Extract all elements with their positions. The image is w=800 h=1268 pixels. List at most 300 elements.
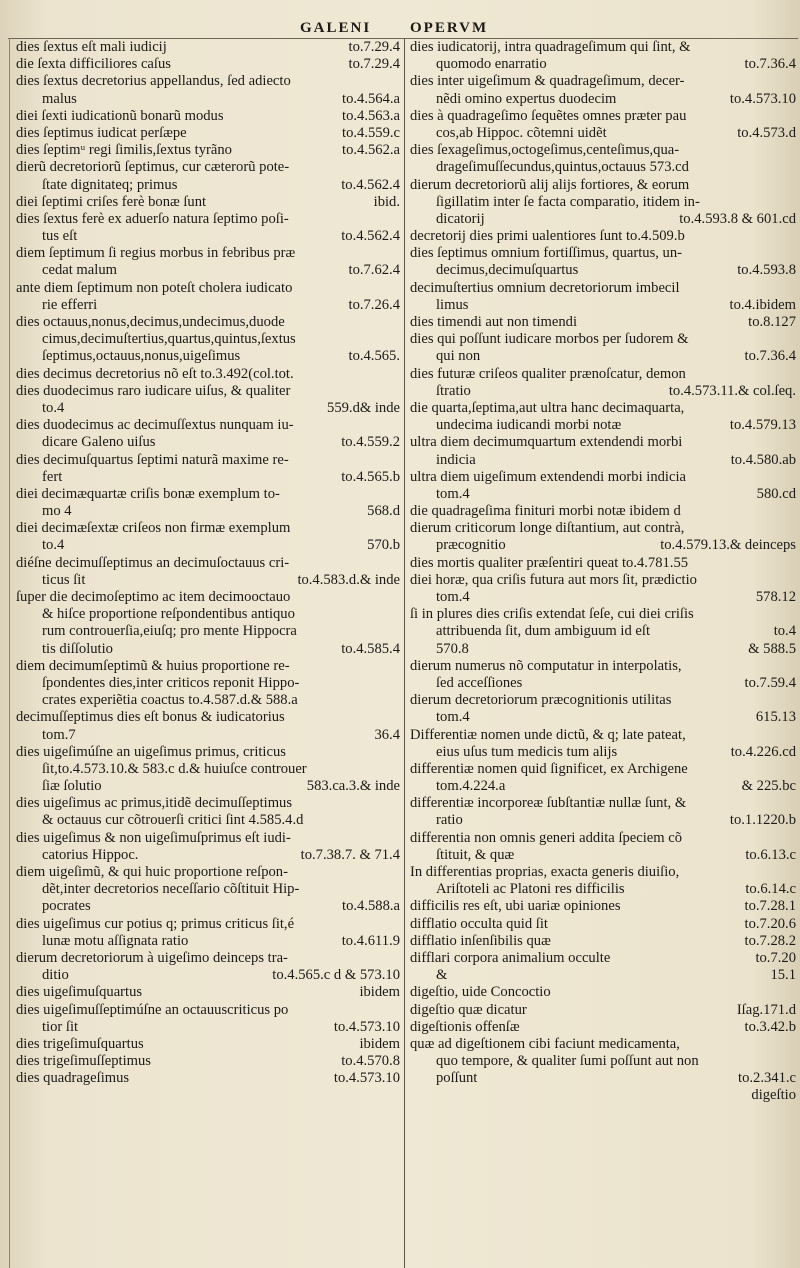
entry-text: diei ſeptimi criſes ferè bonæ ſunt <box>16 193 207 210</box>
entry-reference: 578.12 <box>755 589 796 605</box>
entry-text: dies ſeptimus omnium fortiſſimus, quartus, un- <box>410 245 682 262</box>
index-entry-line <box>16 744 400 761</box>
index-entry-line <box>16 469 400 486</box>
entry-text: dies qui poſſunt iudicare morbos per ſudorem & <box>410 331 689 348</box>
entry-reference: 36.4 <box>374 726 400 743</box>
entry-reference: to.4.562.a <box>342 142 400 159</box>
index-entry-line <box>410 400 796 417</box>
entry-reference: to.7.29.4 <box>348 39 400 55</box>
entry-text: ſtituit, & quæ <box>436 846 515 863</box>
entry-text: qui non <box>436 348 481 365</box>
index-entry-line <box>410 383 796 400</box>
index-entry-line <box>410 589 796 606</box>
entry-text: difflari corpora animalium occulte <box>410 949 611 966</box>
index-entry-line <box>16 967 400 984</box>
entry-text: die ſexta difficiliores caſus <box>16 56 171 73</box>
entry-text: nẽdi omino expertus duodecim <box>436 90 617 107</box>
entry-text: dies trigeſimuſquartus <box>16 1035 144 1052</box>
index-entry-line <box>16 709 400 726</box>
entry-reference: to.6.14.c <box>745 881 796 898</box>
entry-text: ſeptimus,octauus,nonus,uigeſimus <box>42 348 241 365</box>
entry-text: diem uigeſimũ, & qui huic proportione reſpon- <box>16 864 288 880</box>
index-entry-line <box>16 280 400 297</box>
entry-reference: to.1.1220.b <box>729 812 796 829</box>
entry-reference: to.4.579.13 <box>729 417 796 434</box>
index-entry-line <box>16 623 400 640</box>
index-entry-line <box>16 984 400 1001</box>
entry-reference: to.4.579.13.& deinceps <box>660 537 796 554</box>
index-entry-line <box>410 469 796 486</box>
entry-text: ticus ſit <box>42 571 86 588</box>
index-entry-line <box>16 589 400 606</box>
entry-reference: to.6.13.c <box>745 846 796 863</box>
index-entry-line <box>410 658 796 675</box>
index-entry-line <box>410 434 796 451</box>
index-entry-line <box>410 1070 796 1087</box>
left-margin-rule <box>9 38 10 1268</box>
index-entry-line <box>410 916 796 933</box>
entry-text: dies uigeſimuſſeptimúſne an octauuscriticus po <box>16 1001 289 1018</box>
entry-reference: 615.13 <box>755 709 796 726</box>
entry-reference: to.4.559.c <box>342 124 400 141</box>
index-entry-line <box>410 125 796 142</box>
index-entry-line <box>410 744 796 761</box>
entry-text: difflatio inſenſibilis quæ <box>410 932 551 949</box>
index-entry-line <box>16 761 400 778</box>
index-entry-line <box>16 228 400 245</box>
index-entry-line <box>410 761 796 778</box>
index-entry-line <box>16 675 400 692</box>
entry-text: to.4 <box>42 399 65 416</box>
index-entry-line <box>16 572 400 589</box>
entry-text: dierũ decretoriorũ ſeptimus, cur cæterorũ pote- <box>16 159 290 176</box>
index-entry-line <box>410 314 796 331</box>
index-entry-line <box>16 864 400 881</box>
index-entry-line <box>16 262 400 279</box>
entry-reference: to.7.20 <box>755 949 796 966</box>
index-entry-line <box>410 864 796 881</box>
entry-text: dies uigeſimus ac primus,itidẽ decimuſſeptimus <box>16 795 293 812</box>
index-entry-line <box>16 159 400 176</box>
entry-text: ratio <box>436 812 463 829</box>
index-entry-line <box>16 933 400 950</box>
entry-reference: to.4.573.10 <box>333 1070 400 1087</box>
entry-reference: to.7.38.7. & 71.4 <box>300 846 400 863</box>
entry-text: dies duodecimus raro iudicare uiſus, & qualiter <box>16 382 291 399</box>
entry-text: dies uigeſimúſne an uigeſimus primus, criticus <box>16 743 286 760</box>
index-entry-line <box>410 1002 796 1019</box>
index-entry-line <box>16 950 400 967</box>
entry-reference: to.3.42.b <box>744 1018 796 1035</box>
entry-text: decimuſſeptimus dies eſt bonus & iudicatorius <box>16 709 285 726</box>
entry-reference: to.4.226.cd <box>730 743 796 760</box>
index-entry-line <box>410 606 796 623</box>
entry-reference: ibidem <box>359 984 400 1001</box>
entry-text: crates experiẽtia coactus to.4.587.d.& 588.a <box>42 692 298 709</box>
entry-text: digeſtio, uide Concoctio <box>410 984 551 1001</box>
entry-reference: 583.ca.3.& inde <box>306 778 400 795</box>
entry-text: tom.7 <box>42 726 76 743</box>
entry-text: difflatio occulta quid ſit <box>410 915 548 932</box>
entry-text: die quadrageſima finituri morbi notæ ibidem d <box>410 503 681 520</box>
entry-reference: to.4.593.8 & 601.cd <box>679 210 796 227</box>
entry-text: ſit,to.4.573.10.& 583.c d.& huiuſce controuer <box>42 760 307 777</box>
index-entry-line <box>410 366 796 383</box>
entry-text: ſigillatim inter ſe facta comparatio, itidem in- <box>436 193 700 210</box>
index-entry-line <box>410 503 796 520</box>
index-entry-line <box>16 795 400 812</box>
entry-text: tus eſt <box>42 228 78 245</box>
index-entry-line <box>16 1002 400 1019</box>
index-entry-line <box>16 108 400 125</box>
index-entry-line <box>410 967 796 984</box>
index-entry-line <box>410 537 796 554</box>
entry-reference: to.4.573.11.& col.ſeq. <box>668 382 796 399</box>
entry-text: dies uigeſimus & non uigeſimuſprimus eſt iudi- <box>16 829 291 846</box>
index-entry-line <box>16 1053 400 1070</box>
entry-reference: Iſag.171.d <box>736 1001 796 1018</box>
index-entry-line <box>410 142 796 159</box>
entry-text: lunæ motu aſſignata ratio <box>42 932 189 949</box>
entry-reference: to.4.593.8 <box>737 262 796 279</box>
entry-reference: to.4.565.b <box>341 468 400 485</box>
entry-reference: to.4.588.a <box>342 898 400 915</box>
entry-text: dies decimus decretorius nõ eſt to.3.492(col.tot. <box>16 365 294 382</box>
entry-text: ditio <box>42 967 69 984</box>
entry-text: poſſunt <box>436 1070 478 1087</box>
entry-text: digeſtio quæ dicatur <box>410 1001 527 1018</box>
entry-text: rie efferri <box>42 296 98 313</box>
index-entry-line <box>16 314 400 331</box>
entry-reference: to.4 <box>773 623 796 640</box>
index-entry-line <box>410 1019 796 1036</box>
index-entry-line <box>16 503 400 520</box>
entry-text: cimus,decimuſtertius,quartus,quintus,ſextus <box>42 331 296 348</box>
entry-text: dies ſeptimᵘ regi ſimilis,ſextus tyrãno <box>16 142 232 159</box>
index-entry-line <box>16 692 400 709</box>
left-column <box>16 39 400 1087</box>
index-entry-line <box>16 91 400 108</box>
entry-text: & <box>436 967 448 984</box>
entry-reference: to.4.611.9 <box>341 932 400 949</box>
index-entry-line <box>410 417 796 434</box>
index-entry-line <box>410 555 796 572</box>
entry-text: dies ſeptimus iudicat perſæpe <box>16 124 187 141</box>
entry-text: dies ſextus decretorius appellandus, ſed adiecto <box>16 73 291 90</box>
entry-text: quæ ad digeſtionem cibi faciunt medicamenta, <box>410 1035 680 1052</box>
entry-reference: to.4.583.d.& inde <box>297 571 400 588</box>
entry-text: dies iudicatorij, intra quadrageſimum qui ſint, & <box>410 39 691 55</box>
entry-text: rum controuerſia,eiuſq; pro mente Hippocra <box>42 623 297 640</box>
entry-text: dies à quadrageſimo ſequẽtes omnes præter pau <box>410 107 687 124</box>
index-entry-line <box>16 73 400 90</box>
entry-text: dierum decretoriorũ alij alijs fortiores, & eorum <box>410 176 690 193</box>
entry-text: dies ſexageſimus,octogeſimus,centeſimus,qua- <box>410 142 680 159</box>
index-entry-line <box>16 486 400 503</box>
index-entry-line <box>410 984 796 1001</box>
index-entry-line <box>16 211 400 228</box>
entry-reference: to.4.570.8 <box>341 1053 400 1070</box>
entry-text: differentiæ nomen quid ſignificet, ex Archigene <box>410 760 688 777</box>
entry-text: 570.8 <box>436 640 469 657</box>
entry-text: ſi in plures dies criſis extendat ſeſe, cui diei criſis <box>410 606 694 623</box>
index-entry-line <box>410 1053 796 1070</box>
entry-text: cedat malum <box>42 262 117 279</box>
entry-text: diei decimæquartæ criſis bonæ exemplum to- <box>16 485 280 502</box>
index-entry-line <box>410 709 796 726</box>
entry-reference: ibidem <box>359 1035 400 1052</box>
entry-text: dierum decretoriorum à uigeſimo deinceps tra- <box>16 949 288 966</box>
index-entry-line <box>16 1070 400 1087</box>
index-entry-line <box>16 658 400 675</box>
index-entry-line <box>16 417 400 434</box>
entry-text: dies duodecimus ac decimuſſextus nunquam iu- <box>16 417 294 434</box>
index-entry-line <box>410 194 796 211</box>
column-divider <box>404 38 405 1268</box>
entry-reference: & 588.5 <box>748 640 796 657</box>
index-entry-line <box>410 847 796 864</box>
index-entry-line <box>16 125 400 142</box>
entry-text: drageſimuſſecundus,quintus,octauus 573.cd <box>436 159 689 176</box>
entry-text: ſtratio <box>436 382 471 399</box>
entry-reference: to.7.36.4 <box>744 56 796 73</box>
entry-text: ſiæ ſolutio <box>42 778 102 795</box>
index-entry-line <box>410 795 796 812</box>
index-entry-line <box>410 898 796 915</box>
entry-text: Ariſtoteli ac Platoni res difficilis <box>436 881 625 898</box>
entry-text: diei decimæſextæ criſeos non firmæ exemplum <box>16 520 291 537</box>
entry-text: dies quadrageſimus <box>16 1070 130 1087</box>
entry-text: catorius Hippoc. <box>42 846 139 863</box>
index-entry-line <box>16 400 400 417</box>
entry-text: dies timendi aut non timendi <box>410 314 577 330</box>
entry-text: indicia <box>436 451 476 468</box>
index-entry-line <box>410 159 796 176</box>
entry-text: ultra diem decimumquartum extendendi morbi <box>410 434 683 451</box>
entry-reference: to.4.562.4 <box>341 228 400 245</box>
entry-text: undecima iudicandi morbi notæ <box>436 417 622 434</box>
index-entry-line <box>410 692 796 709</box>
entry-text: dies mortis qualiter præſentiri queat to.4.781.55 <box>410 554 689 571</box>
entry-text: dierum criticorum longe diſtantium, aut contrà, <box>410 520 685 537</box>
entry-reference: to.7.62.4 <box>348 262 400 279</box>
entry-reference: to.4.559.2 <box>341 434 400 451</box>
index-entry-line <box>410 520 796 537</box>
index-entry-line <box>16 727 400 744</box>
index-entry-line <box>410 297 796 314</box>
entry-text: ſed acceſſiones <box>436 674 523 691</box>
index-entry-line <box>410 572 796 589</box>
entry-reference: to.4.573.10 <box>729 90 796 107</box>
entry-text: & octauus cur cõtrouerſi critici ſint 4.585.4.d <box>42 812 304 829</box>
entry-text: eius uſus tum medicis tum alijs <box>436 743 618 760</box>
entry-reference: ibid. <box>373 193 400 210</box>
entry-text: mo 4 <box>42 503 72 520</box>
index-entry-line <box>16 331 400 348</box>
entry-text: decimus,decimuſquartus <box>436 262 579 279</box>
entry-text: dierum decretoriorum præcognitionis utilitas <box>410 692 672 709</box>
index-entry-line <box>16 898 400 915</box>
entry-text: attribuenda ſit, dum ambiguum id eſt <box>436 623 651 640</box>
index-entry-line <box>16 881 400 898</box>
entry-text: Differentiæ nomen unde dictũ, & q; late pateat, <box>410 726 686 743</box>
index-entry-line <box>410 56 796 73</box>
index-entry-line <box>16 56 400 73</box>
index-entry-line <box>410 39 796 56</box>
header-word-galeni: GALENI <box>300 20 372 36</box>
index-entry-line <box>410 486 796 503</box>
index-entry-line <box>16 452 400 469</box>
entry-text: dies ſextus eſt mali iudicij <box>16 39 167 55</box>
entry-text: dicare Galeno uiſus <box>42 434 156 451</box>
entry-reference: 559.d& inde <box>327 399 400 416</box>
index-entry-line <box>16 434 400 451</box>
entry-text: ſuper die decimoſeptimo ac item decimooctauo <box>16 589 291 605</box>
index-entry-line <box>410 452 796 469</box>
index-entry-line <box>410 262 796 279</box>
running-header <box>0 20 800 40</box>
entry-reference: to.2.341.c <box>738 1070 796 1087</box>
entry-text: tom.4 <box>436 485 470 502</box>
entry-reference: to.4.585.4 <box>341 640 400 657</box>
entry-reference: to.4.573.10 <box>333 1018 400 1035</box>
right-column <box>410 39 796 1105</box>
entry-text: limus <box>436 296 469 313</box>
entry-reference: to.7.36.4 <box>744 348 796 365</box>
index-entry-line <box>16 778 400 795</box>
entry-text: cos,ab Hippoc. cõtemni uidẽt <box>436 124 607 141</box>
entry-text: dierum numerus nõ computatur in interpolatis, <box>410 657 682 674</box>
index-entry-line <box>16 830 400 847</box>
entry-text: diéſne decimuſſeptimus an decimuſoctauus cri- <box>16 554 290 571</box>
entry-text: tior ſit <box>42 1018 79 1035</box>
index-entry-line <box>16 1036 400 1053</box>
entry-reference: to.4.ibidem <box>729 296 796 313</box>
index-entry-line <box>16 194 400 211</box>
index-entry-line <box>410 727 796 744</box>
entry-reference: 570.b <box>367 537 400 554</box>
entry-reference: to.4.563.a <box>342 107 400 124</box>
entry-text: difficilis res eſt, ubi uariæ opiniones <box>410 898 621 915</box>
entry-reference: to.7.28.1 <box>744 898 796 915</box>
entry-reference: to.7.29.4 <box>348 56 400 73</box>
index-entry-line <box>16 606 400 623</box>
entry-text: ultra diem uigeſimum extendendi morbi indicia <box>410 468 686 485</box>
entry-text: dies uigeſimuſquartus <box>16 984 143 1001</box>
entry-text: dies octauus,nonus,decimus,undecimus,duode <box>16 314 285 330</box>
entry-text: dies futuræ criſeos qualiter prænoſcatur, demon <box>410 365 686 382</box>
entry-reference: to.4.562.4 <box>341 176 400 193</box>
header-word-operum: OPERVM <box>410 20 489 36</box>
entry-text: diei ſexti iudicationũ bonarũ modus <box>16 107 224 124</box>
index-entry-line <box>16 812 400 829</box>
index-entry-line <box>410 91 796 108</box>
entry-text: præcognitio <box>436 537 506 554</box>
entry-text: dies ſextus ferè ex aduerſo natura ſeptimo poſi- <box>16 210 289 227</box>
index-entry-line <box>410 812 796 829</box>
entry-text: fert <box>42 468 63 485</box>
index-entry-line <box>16 520 400 537</box>
index-entry-line <box>16 1019 400 1036</box>
entry-text: dies decimuſquartus ſeptimi naturã maxime re- <box>16 451 289 468</box>
index-entry-line <box>410 623 796 640</box>
index-entry-line <box>410 933 796 950</box>
entry-reference: to.4.573.d <box>737 124 796 141</box>
index-entry-line <box>410 177 796 194</box>
index-entry-line <box>16 537 400 554</box>
entry-reference: to.4.565. <box>348 348 400 365</box>
index-entry-line <box>410 1036 796 1053</box>
entry-text: dies trigeſimuſſeptimus <box>16 1053 151 1070</box>
entry-text: ſtate dignitateq; primus <box>42 176 178 193</box>
entry-reference: & 225.bc <box>741 778 796 795</box>
entry-text: digeſtionis offenſæ <box>410 1018 520 1035</box>
index-entry-line <box>16 348 400 365</box>
index-entry-line <box>410 348 796 365</box>
entry-text: tom.4 <box>436 709 470 726</box>
index-entry-line <box>410 280 796 297</box>
entry-text: differentiæ incorporeæ ſubſtantiæ nullæ ſunt, & <box>410 795 687 812</box>
entry-text: malus <box>42 90 77 107</box>
entry-reference: to.4.565.c d & 573.10 <box>272 967 400 984</box>
entry-text: to.4 <box>42 537 65 554</box>
index-entry-line <box>410 641 796 658</box>
index-entry-line <box>410 331 796 348</box>
entry-text: diem decimumſeptimũ & huius proportione re- <box>16 657 290 674</box>
index-entry-line <box>16 847 400 864</box>
entry-reference: 15.1 <box>770 967 796 984</box>
index-entry-line <box>410 1087 796 1104</box>
entry-reference: 580.cd <box>756 485 796 502</box>
index-entry-line <box>16 383 400 400</box>
entry-reference: to.7.20.6 <box>744 915 796 932</box>
index-entry-line <box>410 73 796 90</box>
index-entry-line <box>410 830 796 847</box>
entry-text: ſpondentes dies,inter criticos reponit Hippo- <box>42 674 300 691</box>
entry-text: tom.4 <box>436 589 470 605</box>
index-entry-line <box>16 555 400 572</box>
entry-reference: digeſtio <box>751 1087 796 1104</box>
entry-text: dicatorij <box>436 210 485 227</box>
entry-text: tis diſſolutio <box>42 640 113 657</box>
index-entry-line <box>410 881 796 898</box>
index-entry-line <box>410 228 796 245</box>
index-entry-line <box>16 641 400 658</box>
entry-text: tom.4.224.a <box>436 778 506 795</box>
entry-text: quo tempore, & qualiter ſumi poſſunt aut non <box>436 1053 699 1070</box>
index-entry-line <box>16 916 400 933</box>
entry-text: ante diem ſeptimum non poteſt cholera iudicato <box>16 279 293 296</box>
entry-text: pocrates <box>42 898 91 915</box>
entry-text: dẽt,inter decretorios neceſſario cõſtituit Hip- <box>42 881 300 898</box>
index-entry-line <box>410 950 796 967</box>
entry-text: decretorij dies primi ualentiores ſunt to.4.509.b <box>410 228 685 245</box>
entry-text: quomodo enarratio <box>436 56 547 73</box>
entry-reference: to.4.564.a <box>342 90 400 107</box>
entry-reference: to.7.59.4 <box>744 674 796 691</box>
entry-text: decimuſtertius omnium decretoriorum imbecil <box>410 279 680 296</box>
entry-reference: to.4.580.ab <box>730 451 796 468</box>
entry-text: differentia non omnis generi addita ſpeciem cõ <box>410 829 683 846</box>
index-entry-line <box>410 108 796 125</box>
index-entry-line <box>16 39 400 56</box>
entry-text: diem ſeptimum ſi regius morbus in febribus præ <box>16 245 296 262</box>
index-entry-line <box>410 675 796 692</box>
entry-text: diei horæ, qua criſis futura aut mors ſit, prædictio <box>410 571 697 588</box>
entry-reference: 568.d <box>367 503 400 520</box>
index-entry-line <box>410 778 796 795</box>
entry-text: In differentias proprias, exacta generis diuiſio, <box>410 864 680 880</box>
